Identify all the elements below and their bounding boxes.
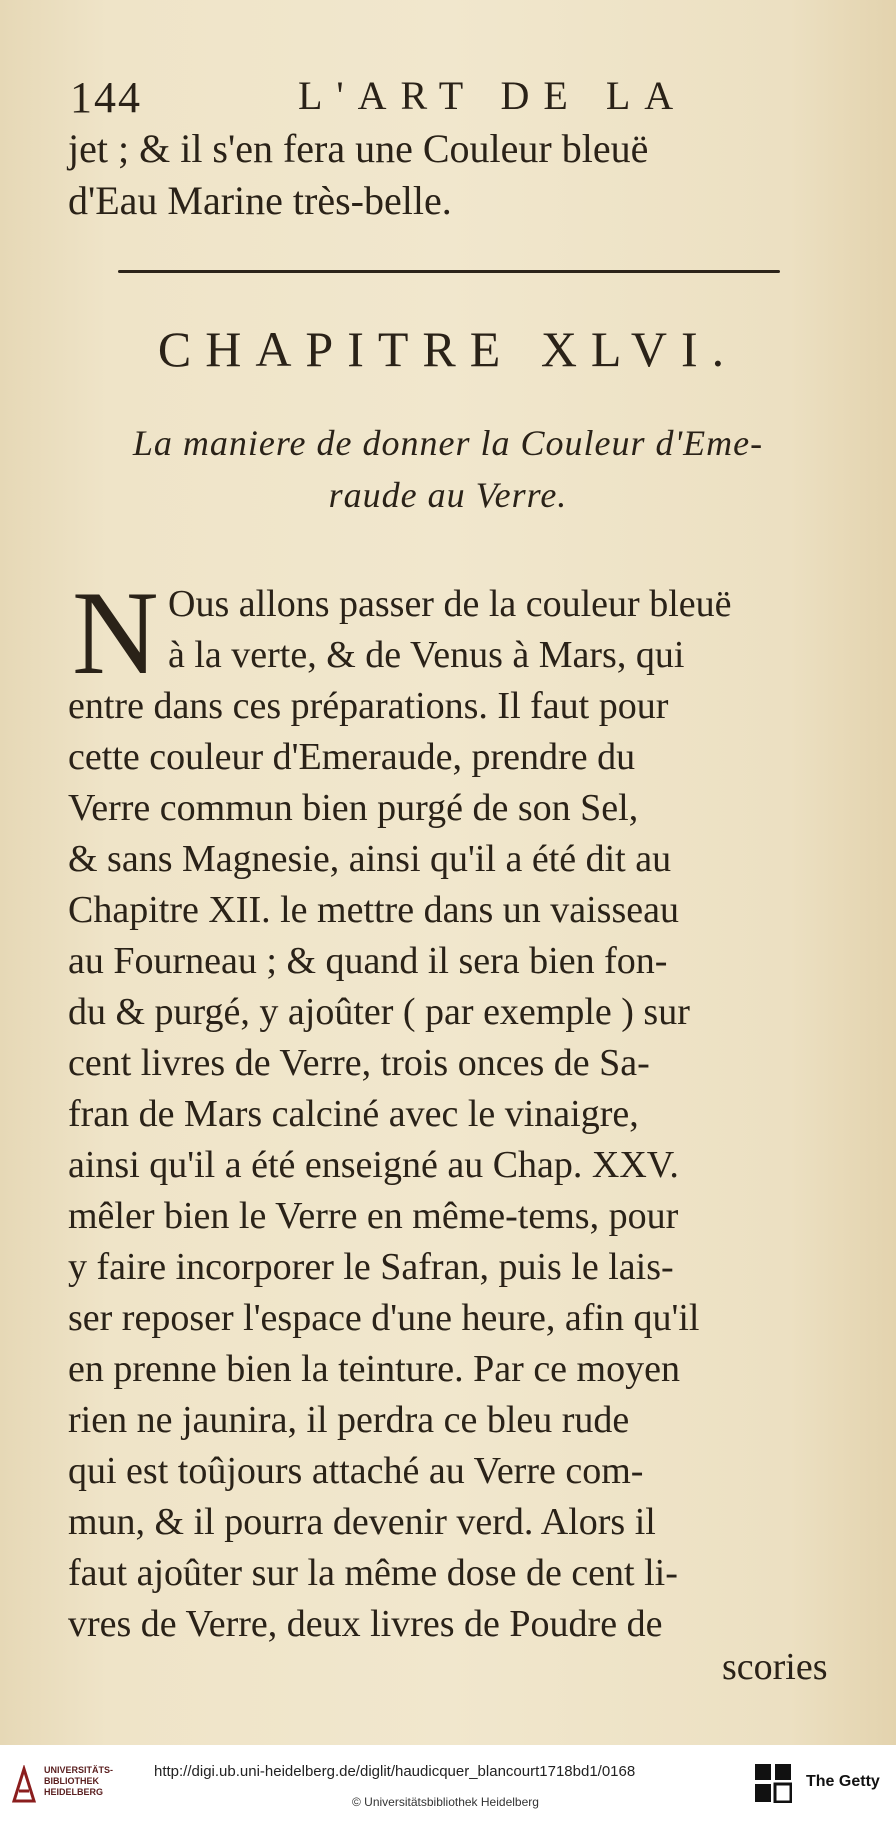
getty-label: The Getty xyxy=(806,1773,880,1790)
body-line: ainsi qu'il a été enseigné au Chap. XXV. xyxy=(68,1144,679,1186)
copyright-text: © Universitätsbibliothek Heidelberg xyxy=(352,1795,539,1809)
body-line: entre dans ces préparations. Il faut pour xyxy=(68,685,669,727)
body-line: à la verte, & de Venus à Mars, qui xyxy=(168,634,685,676)
body-line: fran de Mars calciné avec le vinaigre, xyxy=(68,1093,639,1135)
viewer-footer xyxy=(0,1745,896,1827)
body-line: vres de Verre, deux livres de Poudre de xyxy=(68,1603,663,1645)
body-line: & sans Magnesie, ainsi qu'il a été dit au xyxy=(68,838,672,880)
body-line: qui est toûjours attaché au Verre com- xyxy=(68,1450,644,1492)
page-header xyxy=(70,72,860,122)
chapter-subtitle: raude au Verre. xyxy=(328,475,568,515)
running-head: L'ART DE LA xyxy=(298,73,688,118)
heidelberg-logo-icon xyxy=(10,1765,38,1805)
getty-logo-icon xyxy=(754,1763,792,1803)
body-line: au Fourneau ; & quand il sera bien fon- xyxy=(68,940,668,982)
library-name: UNIVERSITÄTS- BIBLIOTHEK HEIDELBERG xyxy=(44,1765,114,1797)
body-line: Chapitre XII. le mettre dans un vaisseau xyxy=(68,889,679,931)
chapter-title: CHAPITRE XLVI. xyxy=(157,321,739,377)
catchword: scories xyxy=(722,1646,828,1688)
body-line: Verre commun bien purgé de son Sel, xyxy=(68,787,639,829)
body-line: en prenne bien la teinture. Par ce moyen xyxy=(68,1348,680,1390)
chapter-subtitle: La maniere de donner la Couleur d'Eme- xyxy=(132,423,764,463)
body-line: cent livres de Verre, trois onces de Sa- xyxy=(68,1042,650,1084)
body-line: du & purgé, y ajoûter ( par exemple ) sur xyxy=(68,991,690,1033)
body-line: Ous allons passer de la couleur bleuë xyxy=(168,583,732,625)
body-line: rien ne jaunira, il perdra ce bleu rude xyxy=(68,1399,630,1441)
permalink-url[interactable]: http://digi.ub.uni-heidelberg.de/diglit/haudicquer_blancourt1718bd1/0168 xyxy=(154,1763,636,1780)
body-line: y faire incorporer le Safran, puis le lais- xyxy=(68,1246,674,1288)
intro-line: d'Eau Marine très-belle. xyxy=(68,178,452,223)
intro-line: jet ; & il s'en fera une Couleur bleuë xyxy=(68,126,649,171)
page-number: 144 xyxy=(70,73,142,122)
section-rule xyxy=(118,270,780,273)
body-line: mêler bien le Verre en même-tems, pour xyxy=(68,1195,679,1237)
body-line: ser reposer l'espace d'une heure, afin qu'il xyxy=(68,1297,700,1339)
body-line: cette couleur d'Emeraude, prendre du xyxy=(68,736,636,778)
body-line: mun, & il pourra devenir verd. Alors il xyxy=(68,1501,656,1543)
drop-cap: N xyxy=(72,566,159,699)
body-line: faut ajoûter sur la même dose de cent li- xyxy=(68,1552,678,1594)
